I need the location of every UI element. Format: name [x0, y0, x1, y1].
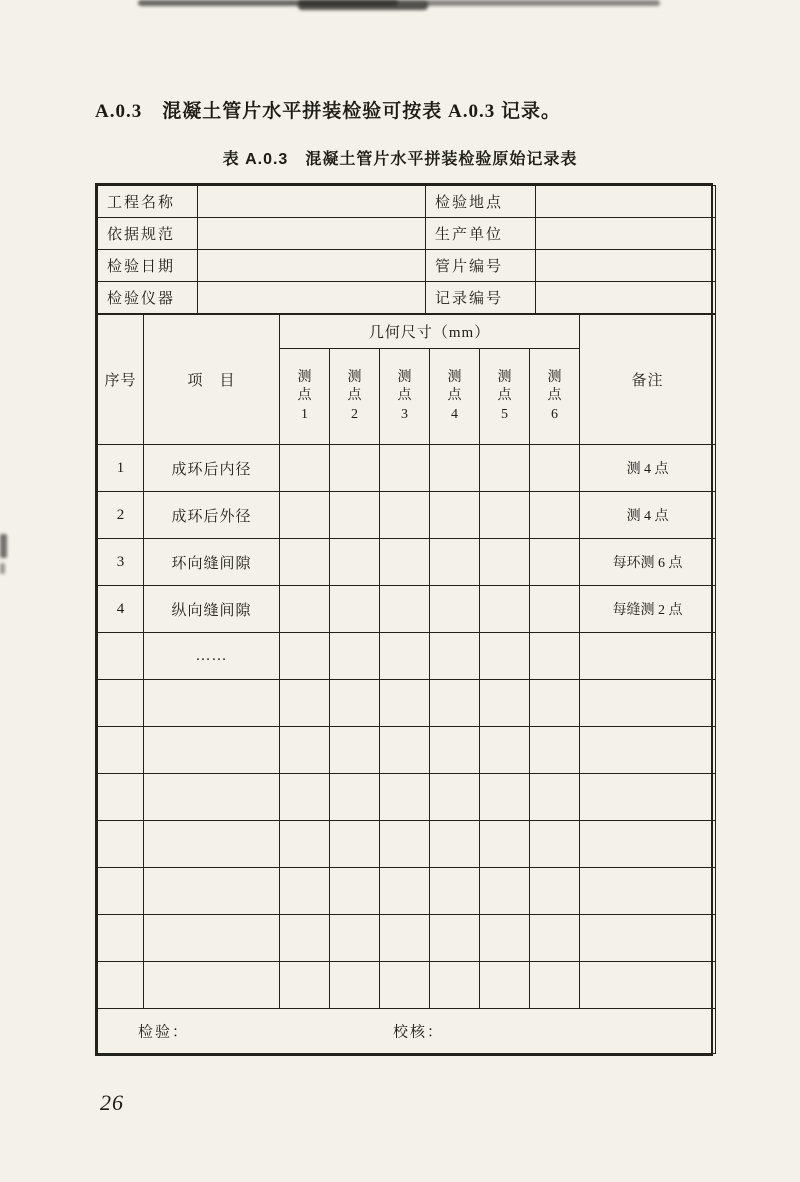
- point-header-label: 测点4: [447, 370, 462, 422]
- value-cell: [380, 727, 430, 774]
- info-label: 生产单位: [426, 218, 536, 250]
- remark-cell: [580, 868, 716, 915]
- value-cell: [530, 445, 580, 492]
- value-cell: [480, 774, 530, 821]
- remark-cell: 每环测 6 点: [580, 539, 716, 586]
- value-cell: [280, 633, 330, 680]
- info-value: [198, 218, 426, 250]
- table-row: [98, 962, 716, 1009]
- info-label: 记录编号: [426, 282, 536, 314]
- item-cell: [144, 962, 280, 1009]
- scan-artifact: [425, 0, 660, 6]
- remark-cell: [580, 727, 716, 774]
- info-row: [98, 250, 716, 282]
- value-cell: [480, 445, 530, 492]
- remark-cell: [580, 821, 716, 868]
- point-header-label: 测点2: [347, 370, 362, 422]
- value-cell: [330, 586, 380, 633]
- geometry-group-header: 几何尺寸（mm）: [280, 315, 580, 349]
- value-cell: [280, 445, 330, 492]
- page-number: 26: [100, 1090, 124, 1115]
- value-cell: [380, 539, 430, 586]
- remark-cell: [580, 962, 716, 1009]
- value-cell: [530, 539, 580, 586]
- scan-artifact: [298, 0, 428, 10]
- value-cell: [330, 633, 380, 680]
- value-cell: [530, 586, 580, 633]
- seq-header: 序号: [98, 315, 144, 445]
- item-cell: 纵向缝间隙: [144, 586, 280, 633]
- table-row: [98, 727, 716, 774]
- value-cell: [330, 539, 380, 586]
- scan-artifact: [0, 563, 5, 574]
- value-cell: [330, 915, 380, 962]
- point-header: [380, 349, 430, 445]
- value-cell: [330, 492, 380, 539]
- seq-cell: [98, 868, 144, 915]
- value-cell: [530, 962, 580, 1009]
- info-value: [198, 282, 426, 314]
- value-cell: [430, 680, 480, 727]
- info-value: [536, 186, 716, 218]
- point-header-label: 测点1: [297, 370, 312, 422]
- value-cell: [430, 492, 480, 539]
- value-cell: [430, 962, 480, 1009]
- table-row: [98, 633, 716, 680]
- value-cell: [330, 445, 380, 492]
- seq-cell: 2: [98, 492, 144, 539]
- value-cell: [480, 586, 530, 633]
- value-cell: [280, 774, 330, 821]
- info-value: [536, 250, 716, 282]
- value-cell: [280, 962, 330, 1009]
- item-cell: 成环后外径: [144, 492, 280, 539]
- value-cell: [430, 868, 480, 915]
- point-header: [330, 349, 380, 445]
- inspect-label: 检验：: [138, 1024, 190, 1041]
- seq-cell: [98, 774, 144, 821]
- value-cell: [430, 633, 480, 680]
- value-cell: [330, 680, 380, 727]
- item-cell: [144, 680, 280, 727]
- table-row: [98, 445, 716, 492]
- footer-row: [98, 1009, 716, 1054]
- point-header-label: 测点5: [497, 370, 512, 422]
- info-label: 依据规范: [98, 218, 198, 250]
- info-label: 检验地点: [426, 186, 536, 218]
- value-cell: [280, 727, 330, 774]
- item-cell: [144, 915, 280, 962]
- value-cell: [330, 821, 380, 868]
- info-label: 检验日期: [98, 250, 198, 282]
- value-cell: [280, 492, 330, 539]
- point-header-label: 测点6: [547, 370, 562, 422]
- value-cell: [380, 680, 430, 727]
- info-value: [536, 218, 716, 250]
- table-row: [98, 821, 716, 868]
- value-cell: [380, 633, 430, 680]
- point-header: [430, 349, 480, 445]
- value-cell: [430, 539, 480, 586]
- value-cell: [530, 915, 580, 962]
- value-cell: [530, 868, 580, 915]
- value-cell: [330, 868, 380, 915]
- value-cell: [430, 727, 480, 774]
- review-label: 校核：: [393, 1024, 445, 1041]
- remark-cell: 测 4 点: [580, 445, 716, 492]
- seq-cell: 4: [98, 586, 144, 633]
- footer-cell: [98, 1009, 716, 1054]
- table-row: [98, 774, 716, 821]
- value-cell: [380, 586, 430, 633]
- item-cell: 成环后内径: [144, 445, 280, 492]
- info-row: [98, 282, 716, 314]
- value-cell: [380, 868, 430, 915]
- value-cell: [330, 962, 380, 1009]
- value-cell: [380, 774, 430, 821]
- value-cell: [430, 774, 480, 821]
- value-cell: [380, 821, 430, 868]
- point-header: [480, 349, 530, 445]
- value-cell: [380, 915, 430, 962]
- value-cell: [480, 962, 530, 1009]
- info-value: [198, 186, 426, 218]
- seq-cell: [98, 680, 144, 727]
- seq-cell: [98, 962, 144, 1009]
- value-cell: [430, 915, 480, 962]
- remark-cell: [580, 680, 716, 727]
- value-cell: [380, 492, 430, 539]
- info-row: [98, 186, 716, 218]
- value-cell: [480, 821, 530, 868]
- value-cell: [480, 492, 530, 539]
- value-cell: [280, 821, 330, 868]
- table-row: [98, 680, 716, 727]
- seq-cell: [98, 727, 144, 774]
- point-header: [280, 349, 330, 445]
- scan-artifact: [0, 534, 7, 558]
- point-header: [530, 349, 580, 445]
- point-header-label: 测点3: [397, 370, 412, 422]
- value-cell: [430, 445, 480, 492]
- table-row: [98, 492, 716, 539]
- table-row: [98, 586, 716, 633]
- seq-cell: [98, 915, 144, 962]
- info-row: [98, 218, 716, 250]
- table-title: 表 A.0.3 混凝土管片水平拼装检验原始记录表: [222, 151, 578, 168]
- seq-cell: 1: [98, 445, 144, 492]
- value-cell: [330, 774, 380, 821]
- table-row: [98, 539, 716, 586]
- main-table: [97, 314, 716, 1054]
- value-cell: [530, 492, 580, 539]
- value-cell: [380, 962, 430, 1009]
- value-cell: [280, 539, 330, 586]
- value-cell: [480, 539, 530, 586]
- item-cell: [144, 727, 280, 774]
- value-cell: [530, 680, 580, 727]
- value-cell: [530, 774, 580, 821]
- value-cell: [430, 586, 480, 633]
- remark-cell: [580, 915, 716, 962]
- item-cell: [144, 868, 280, 915]
- table-row: [98, 868, 716, 915]
- info-label: 检验仪器: [98, 282, 198, 314]
- remark-cell: 测 4 点: [580, 492, 716, 539]
- item-header: 项 目: [144, 315, 280, 445]
- value-cell: [480, 680, 530, 727]
- value-cell: [480, 633, 530, 680]
- remark-cell: 每缝测 2 点: [580, 586, 716, 633]
- value-cell: [280, 680, 330, 727]
- value-cell: [330, 727, 380, 774]
- info-table: [97, 185, 716, 314]
- info-value: [198, 250, 426, 282]
- seq-cell: [98, 633, 144, 680]
- remark-cell: [580, 633, 716, 680]
- seq-cell: 3: [98, 539, 144, 586]
- info-label: 管片编号: [426, 250, 536, 282]
- seq-cell: [98, 821, 144, 868]
- info-value: [536, 282, 716, 314]
- value-cell: [530, 821, 580, 868]
- remark-header: 备注: [580, 315, 716, 445]
- record-form: [95, 183, 713, 1056]
- value-cell: [480, 915, 530, 962]
- value-cell: [380, 445, 430, 492]
- table-row: [98, 915, 716, 962]
- section-heading: A.0.3 混凝土管片水平拼装检验可按表 A.0.3 记录。: [95, 101, 561, 122]
- header-row-group: [98, 315, 716, 349]
- item-cell: ……: [144, 633, 280, 680]
- value-cell: [280, 915, 330, 962]
- item-cell: 环向缝间隙: [144, 539, 280, 586]
- info-label: 工程名称: [98, 186, 198, 218]
- value-cell: [530, 727, 580, 774]
- value-cell: [280, 586, 330, 633]
- remark-cell: [580, 774, 716, 821]
- item-cell: [144, 821, 280, 868]
- value-cell: [480, 868, 530, 915]
- value-cell: [530, 633, 580, 680]
- item-cell: [144, 774, 280, 821]
- main-table-body: [98, 445, 716, 1009]
- value-cell: [430, 821, 480, 868]
- value-cell: [480, 727, 530, 774]
- value-cell: [280, 868, 330, 915]
